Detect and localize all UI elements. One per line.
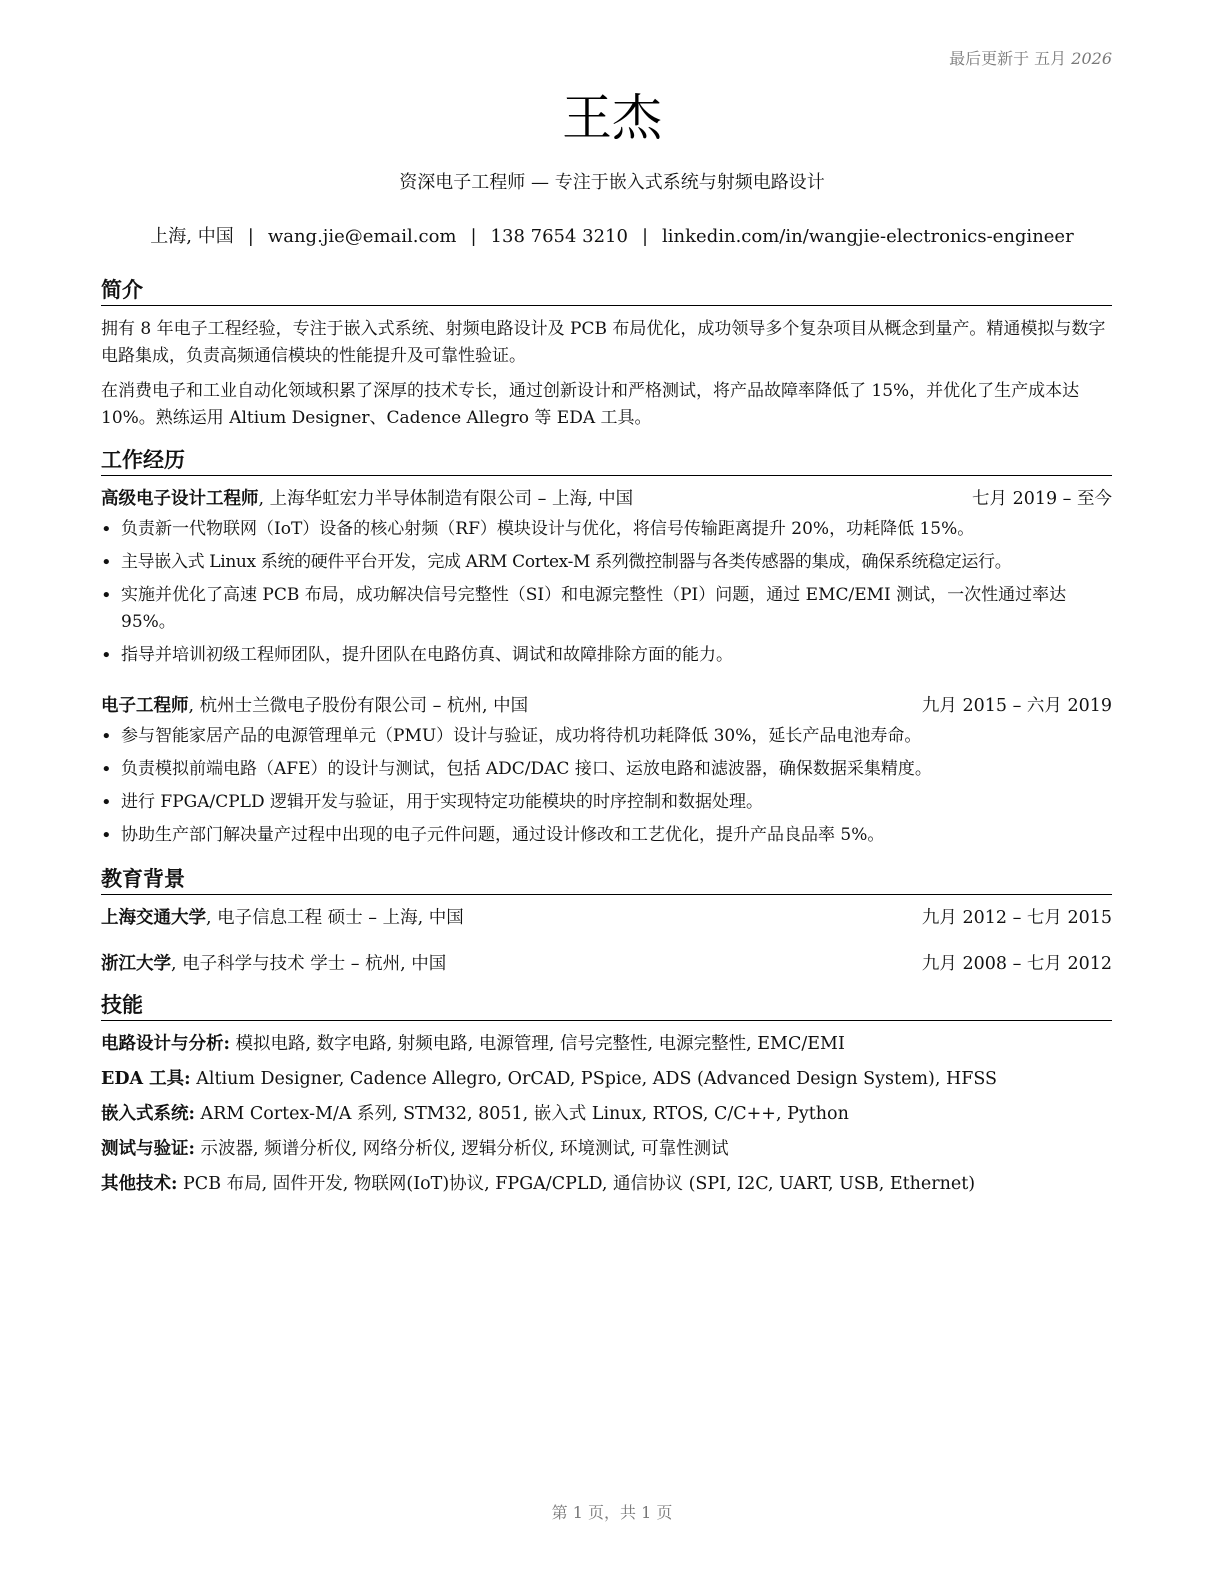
education-school: 浙江大学 xyxy=(101,954,171,974)
experience-heading: 工作经历 xyxy=(101,446,1112,476)
contact-separator: | xyxy=(470,226,477,247)
job-bullet: • 协助生产部门解决量产过程中出现的电子元件问题，通过设计修改和工艺优化，提升产品良品率 5%。 xyxy=(101,822,1112,849)
skill-label: 测试与验证: xyxy=(101,1139,195,1159)
skill-label: 嵌入式系统: xyxy=(101,1104,195,1124)
skill-value: ARM Cortex-M/A 系列, STM32, 8051, 嵌入式 Linux, RTOS, C/C++, Python xyxy=(194,1104,849,1124)
job-dates: 七月 2019 – 至今 xyxy=(972,489,1112,509)
skill-row xyxy=(101,1171,1112,1197)
education-title-line xyxy=(101,951,446,977)
skill-value: PCB 布局, 固件开发, 物联网(IoT)协议, FPGA/CPLD, 通信协议 (SPI, I2C, UART, USB, Ethernet) xyxy=(177,1174,976,1194)
job-role: 高级电子设计工程师 xyxy=(101,489,259,509)
skill-row xyxy=(101,1031,1112,1057)
job-title-line xyxy=(101,486,633,512)
summary-paragraph: 拥有 8 年电子工程经验，专注于嵌入式系统、射频电路设计及 PCB 布局优化，成功领导多个复杂项目从概念到量产。精通模拟与数字电路集成，负责高频通信模块的性能提升及可靠性验证。 xyxy=(101,319,1106,366)
education-entry xyxy=(101,905,1112,931)
skill-label: 其他技术: xyxy=(101,1174,178,1194)
job-header xyxy=(101,486,1112,512)
job-bullet: • 指导并培训初级工程师团队，提升团队在电路仿真、调试和故障排除方面的能力。 xyxy=(101,642,1112,669)
person-name: 王杰 xyxy=(562,89,662,147)
page-number: 第 1 页，共 1 页 xyxy=(551,1503,673,1522)
headline: 资深电子工程师 — 专注于嵌入式系统与射频电路设计 xyxy=(399,172,825,193)
last-updated-year: 2026 xyxy=(1071,49,1112,68)
education-entry xyxy=(101,951,1112,977)
contact-location: 上海, 中国 xyxy=(150,226,234,247)
education-dates: 九月 2012 – 七月 2015 xyxy=(921,908,1112,928)
job-dates: 九月 2015 – 六月 2019 xyxy=(921,696,1112,716)
skill-row xyxy=(101,1136,1112,1162)
job-bullet: • 实施并优化了高速 PCB 布局，成功解决信号完整性（SI）和电源完整性（PI）问题，通过 EMC/EMI 测试，一次性通过率达 95%。 xyxy=(101,582,1112,636)
skills-heading: 技能 xyxy=(101,991,1112,1021)
job-bullets xyxy=(101,723,1112,849)
skill-label: EDA 工具: xyxy=(101,1069,191,1089)
last-updated-month: 五月 xyxy=(1034,49,1067,68)
job-role: 电子工程师 xyxy=(101,696,189,716)
skill-label: 电路设计与分析: xyxy=(101,1034,230,1054)
job-entry xyxy=(101,693,1112,849)
education-dates: 九月 2008 – 七月 2012 xyxy=(921,954,1112,974)
skill-value: 示波器, 频谱分析仪, 网络分析仪, 逻辑分析仪, 环境测试, 可靠性测试 xyxy=(194,1139,729,1159)
job-entry xyxy=(101,486,1112,669)
job-bullet: • 主导嵌入式 Linux 系统的硬件平台开发，完成 ARM Cortex-M 系列微控制器与各类传感器的集成，确保系统稳定运行。 xyxy=(101,549,1112,576)
job-company: , 杭州士兰微电子股份有限公司 – 杭州, 中国 xyxy=(188,696,529,716)
education-heading: 教育背景 xyxy=(101,865,1112,895)
education-school: 上海交通大学 xyxy=(101,908,206,928)
education-detail: , 电子信息工程 硕士 – 上海, 中国 xyxy=(206,908,464,928)
job-bullets xyxy=(101,516,1112,669)
job-bullet: • 负责模拟前端电路（AFE）的设计与测试，包括 ADC/DAC 接口、运放电路和滤波器，确保数据采集精度。 xyxy=(101,756,1112,783)
skill-value: 模拟电路, 数字电路, 射频电路, 电源管理, 信号完整性, 电源完整性, EMC/EMI xyxy=(229,1034,845,1054)
job-title-line xyxy=(101,693,528,719)
contact-separator: | xyxy=(641,226,649,247)
experience-section xyxy=(101,446,1112,849)
summary-section xyxy=(101,276,1112,432)
summary-paragraph: 在消费电子和工业自动化领域积累了深厚的技术专长，通过创新设计和严格测试，将产品故障率降低了 15%，并优化了生产成本达 10%。熟练运用 Altium Designer、Cadence Allegro 等 EDA 工具。 xyxy=(101,381,1080,428)
last-updated-prefix: 最后更新于 xyxy=(949,49,1030,68)
job-bullet: • 参与智能家居产品的电源管理单元（PMU）设计与验证，成功将待机功耗降低 30%，延长产品电池寿命。 xyxy=(101,723,1112,750)
contact-phone: 138 7654 3210 xyxy=(490,226,628,247)
contact-line xyxy=(0,224,1224,250)
skills-section xyxy=(101,991,1112,1197)
job-bullet: • 负责新一代物联网（IoT）设备的核心射频（RF）模块设计与优化，将信号传输距离提升 20%，功耗降低 15%。 xyxy=(101,516,1112,543)
job-company: , 上海华虹宏力半导体制造有限公司 – 上海, 中国 xyxy=(258,489,634,509)
job-header xyxy=(101,693,1112,719)
skill-value: Altium Designer, Cadence Allegro, OrCAD, PSpice, ADS (Advanced Design System), HFSS xyxy=(190,1069,998,1089)
summary-heading: 简介 xyxy=(101,276,1112,306)
education-section xyxy=(101,865,1112,977)
last-updated xyxy=(949,46,1112,69)
job-bullet: • 进行 FPGA/CPLD 逻辑开发与验证，用于实现特定功能模块的时序控制和数据处理。 xyxy=(101,789,1112,816)
contact-linkedin-link[interactable]: linkedin.com/in/wangjie-electronics-engineer xyxy=(662,226,1074,247)
education-detail: , 电子科学与技术 学士 – 杭州, 中国 xyxy=(171,954,447,974)
resume-body xyxy=(101,276,1112,1206)
skill-row xyxy=(101,1066,1112,1092)
contact-separator: | xyxy=(247,226,254,247)
education-title-line xyxy=(101,905,464,931)
skill-row xyxy=(101,1101,1112,1127)
contact-email-link[interactable]: wang.jie@email.com xyxy=(267,226,457,247)
